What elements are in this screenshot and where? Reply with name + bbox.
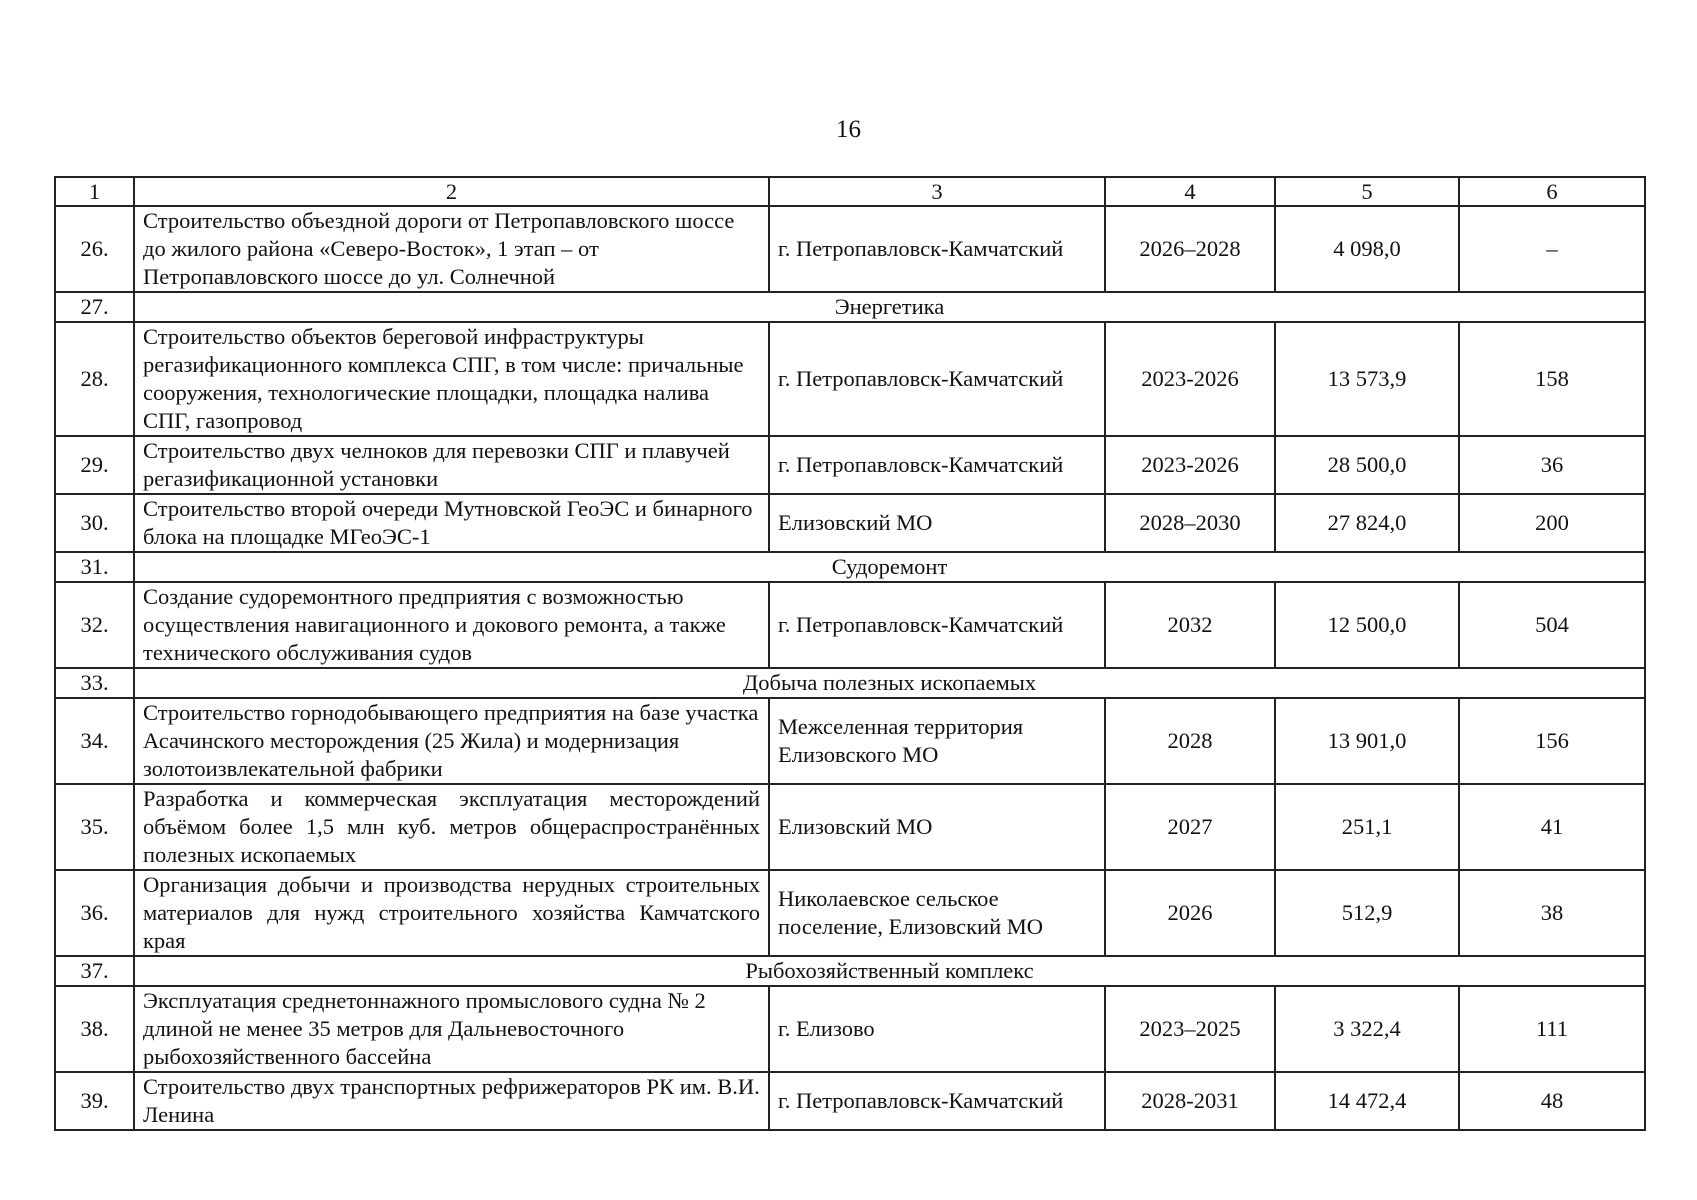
section-row xyxy=(55,552,1645,582)
header-cell: 6 xyxy=(1459,177,1645,206)
project-cost: 14 472,4 xyxy=(1275,1072,1459,1130)
project-period: 2023-2026 xyxy=(1105,436,1275,494)
row-number: 37. xyxy=(55,956,134,986)
project-period: 2027 xyxy=(1105,784,1275,870)
project-name: Разработка и коммерческая эксплуатация месторождений объёмом более 1,5 млн куб. метров общераспространённых полезных ископаемых xyxy=(134,784,769,870)
project-name: Строительство двух челноков для перевозки СПГ и плавучей регазификационной установки xyxy=(134,436,769,494)
project-location: г. Петропавловск-Камчатский xyxy=(769,582,1105,668)
row-number: 34. xyxy=(55,698,134,784)
project-location: Елизовский МО xyxy=(769,784,1105,870)
project-cost: 4 098,0 xyxy=(1275,206,1459,292)
project-cost: 27 824,0 xyxy=(1275,494,1459,552)
project-name: Эксплуатация среднетоннажного промыслового судна № 2 длиной не менее 35 метров для Дальневосточного рыбохозяйственного бассейна xyxy=(134,986,769,1072)
row-number: 28. xyxy=(55,322,134,436)
section-title: Рыбохозяйственный комплекс xyxy=(134,956,1645,986)
project-name: Строительство объектов береговой инфраструктуры регазификационного комплекса СПГ, в том числе: причальные сооружения, технологические площадки, площадка налива СПГ, газопровод xyxy=(134,322,769,436)
table-row xyxy=(55,870,1645,956)
project-period: 2023–2025 xyxy=(1105,986,1275,1072)
project-cost: 28 500,0 xyxy=(1275,436,1459,494)
project-period: 2028–2030 xyxy=(1105,494,1275,552)
header-cell: 3 xyxy=(769,177,1105,206)
project-name: Строительство объездной дороги от Петропавловского шоссе до жилого района «Северо-Восток», 1 этап – от Петропавловского шоссе до ул. Солнечной xyxy=(134,206,769,292)
project-location: г. Елизово xyxy=(769,986,1105,1072)
project-jobs: 111 xyxy=(1459,986,1645,1072)
row-number: 31. xyxy=(55,552,134,582)
row-number: 35. xyxy=(55,784,134,870)
project-location: г. Петропавловск-Камчатский xyxy=(769,436,1105,494)
project-location: Межселенная территория Елизовского МО xyxy=(769,698,1105,784)
header-cell: 5 xyxy=(1275,177,1459,206)
project-jobs: 200 xyxy=(1459,494,1645,552)
project-period: 2026 xyxy=(1105,870,1275,956)
row-number: 29. xyxy=(55,436,134,494)
section-title: Судоремонт xyxy=(134,552,1645,582)
row-number: 33. xyxy=(55,668,134,698)
table-row xyxy=(55,986,1645,1072)
table-row xyxy=(55,582,1645,668)
section-row xyxy=(55,956,1645,986)
header-cell: 1 xyxy=(55,177,134,206)
row-number: 30. xyxy=(55,494,134,552)
project-cost: 13 573,9 xyxy=(1275,322,1459,436)
table-row xyxy=(55,784,1645,870)
header-cell: 4 xyxy=(1105,177,1275,206)
project-cost: 3 322,4 xyxy=(1275,986,1459,1072)
project-name: Строительство горнодобывающего предприятия на базе участка Асачинского месторождения (25 Жила) и модернизация золотоизвлекательной фабрики xyxy=(134,698,769,784)
row-number: 32. xyxy=(55,582,134,668)
table-row xyxy=(55,436,1645,494)
section-row xyxy=(55,668,1645,698)
project-jobs: 41 xyxy=(1459,784,1645,870)
project-jobs: – xyxy=(1459,206,1645,292)
project-jobs: 504 xyxy=(1459,582,1645,668)
section-title: Энергетика xyxy=(134,292,1645,322)
project-name: Строительство второй очереди Мутновской ГеоЭС и бинарного блока на площадке МГеоЭС-1 xyxy=(134,494,769,552)
project-period: 2026–2028 xyxy=(1105,206,1275,292)
row-number: 39. xyxy=(55,1072,134,1130)
project-cost: 512,9 xyxy=(1275,870,1459,956)
project-period: 2028 xyxy=(1105,698,1275,784)
section-title: Добыча полезных ископаемых xyxy=(134,668,1645,698)
project-period: 2028-2031 xyxy=(1105,1072,1275,1130)
table-row xyxy=(55,1072,1645,1130)
section-row xyxy=(55,292,1645,322)
table-row xyxy=(55,206,1645,292)
row-number: 26. xyxy=(55,206,134,292)
project-cost: 13 901,0 xyxy=(1275,698,1459,784)
header-cell: 2 xyxy=(134,177,769,206)
table-row xyxy=(55,494,1645,552)
project-period: 2023-2026 xyxy=(1105,322,1275,436)
project-name: Организация добычи и производства нерудных строительных материалов для нужд строительного хозяйства Камчатского края xyxy=(134,870,769,956)
project-jobs: 48 xyxy=(1459,1072,1645,1130)
project-location: Николаевское сельское поселение, Елизовский МО xyxy=(769,870,1105,956)
project-location: г. Петропавловск-Камчатский xyxy=(769,322,1105,436)
project-cost: 12 500,0 xyxy=(1275,582,1459,668)
project-jobs: 158 xyxy=(1459,322,1645,436)
projects-table xyxy=(54,176,1646,1131)
table-row xyxy=(55,698,1645,784)
project-jobs: 36 xyxy=(1459,436,1645,494)
project-cost: 251,1 xyxy=(1275,784,1459,870)
row-number: 38. xyxy=(55,986,134,1072)
project-location: г. Петропавловск-Камчатский xyxy=(769,1072,1105,1130)
page-number: 16 xyxy=(836,116,861,143)
project-location: Елизовский МО xyxy=(769,494,1105,552)
row-number: 27. xyxy=(55,292,134,322)
project-jobs: 156 xyxy=(1459,698,1645,784)
project-name: Создание судоремонтного предприятия с возможностью осуществления навигационного и докового ремонта, а также технического обслуживания судов xyxy=(134,582,769,668)
table-header-row xyxy=(55,177,1645,206)
project-name: Строительство двух транспортных рефрижераторов РК им. В.И. Ленина xyxy=(134,1072,769,1130)
project-location: г. Петропавловск-Камчатский xyxy=(769,206,1105,292)
project-period: 2032 xyxy=(1105,582,1275,668)
table-row xyxy=(55,322,1645,436)
row-number: 36. xyxy=(55,870,134,956)
project-jobs: 38 xyxy=(1459,870,1645,956)
